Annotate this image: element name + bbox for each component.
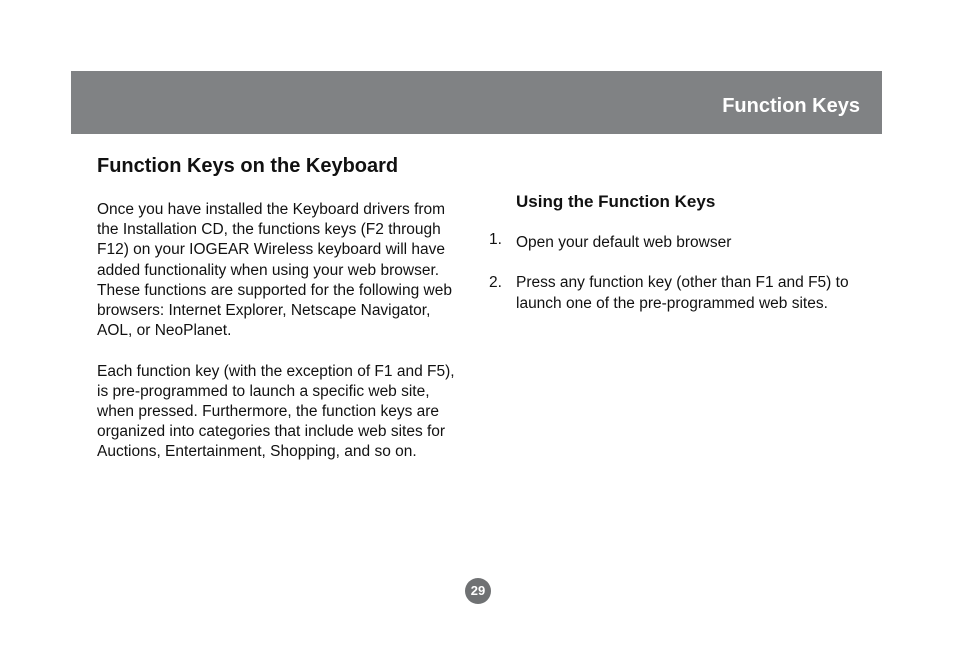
steps-list — [489, 233, 861, 314]
page-number-badge: 29 — [465, 578, 491, 604]
step-text: Press any function key (other than F1 and F5) to launch one of the pre-programmed web sites. — [516, 274, 849, 312]
list-item — [489, 233, 861, 253]
step-number: 1. — [489, 231, 502, 248]
step-number: 2. — [489, 274, 502, 292]
usage-heading: Using the Function Keys — [516, 192, 716, 211]
step-text: Open your default web browser — [516, 234, 732, 251]
paragraph-details: Each function key (with the exception of F1 and F5), is pre-programmed to launch a specific web site, when pressed. Furthermore, the function keys are organized into categories that include web sites for Auctions, Entertainment, Shopping, and so on. — [97, 362, 455, 461]
section-body — [97, 200, 469, 463]
section-heading: Function Keys on the Keyboard — [97, 155, 399, 177]
paragraph-intro: Once you have installed the Keyboard drivers from the Installation CD, the functions keys (F2 through F12) on your IOGEAR Wireless keyboard will have added functionality when using your web browser. These functions are supported for the following web browsers: Internet Explorer, Netscape Navigator, AOL, or NeoPlanet. — [97, 201, 452, 340]
header-bar — [71, 71, 882, 134]
chapter-title: Function Keys — [722, 95, 860, 117]
list-item — [489, 273, 861, 313]
